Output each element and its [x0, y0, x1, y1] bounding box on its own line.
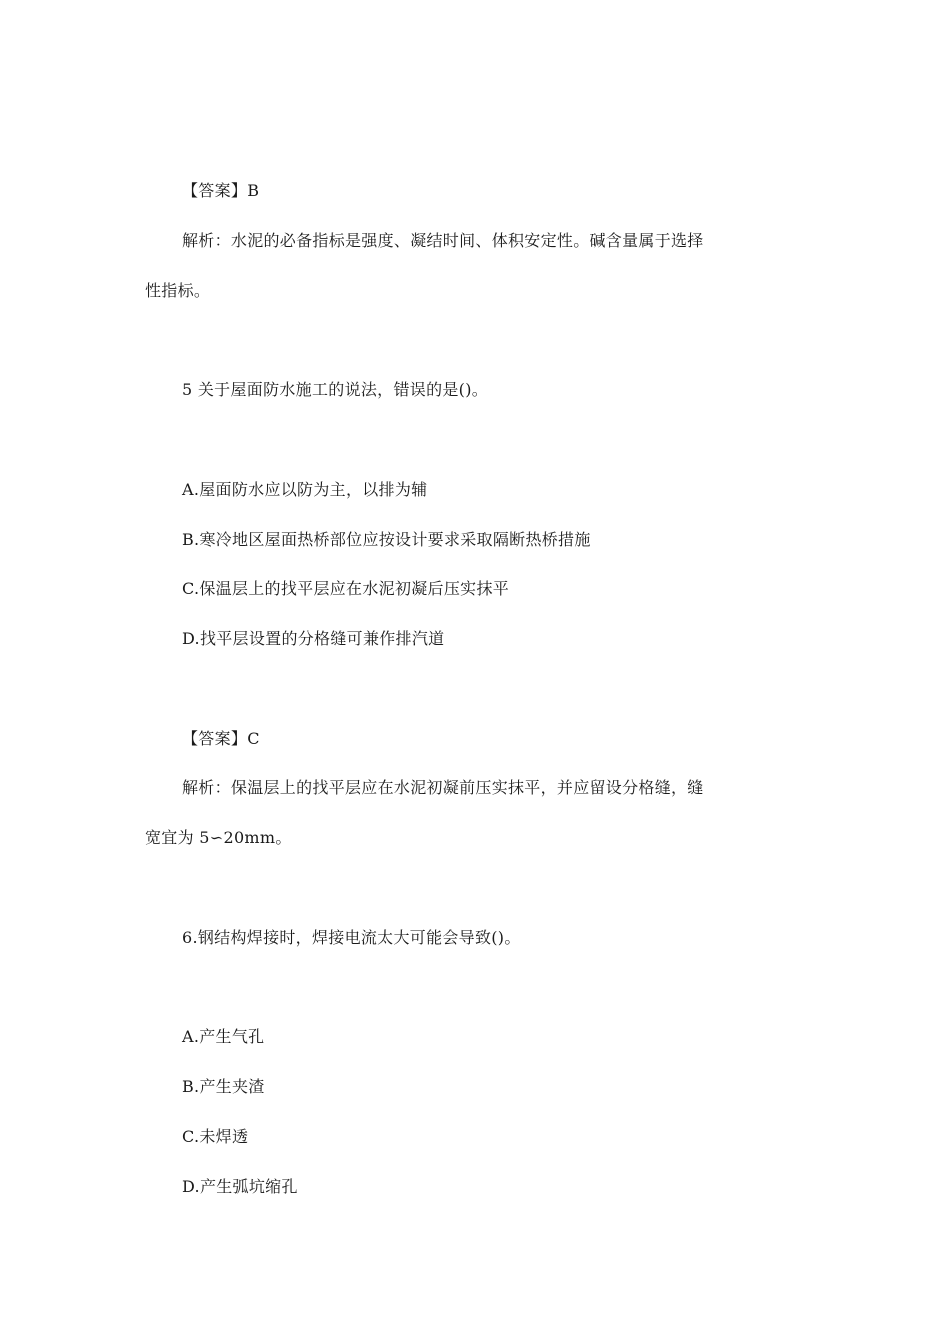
q4-explanation-line2: 性指标。	[145, 281, 211, 300]
q5-option-c: C.保温层上的找平层应在水泥初凝后压实抹平	[182, 579, 510, 598]
q6-option-d: D.产生弧坑缩孔	[182, 1177, 298, 1196]
q6-option-a: A.产生气孔	[182, 1027, 265, 1046]
q6-question: 6.钢结构焊接时，焊接电流太大可能会导致()。	[182, 928, 521, 947]
q5-explanation-line1: 解析：保温层上的找平层应在水泥初凝前压实抹平，并应留设分格缝，缝	[182, 778, 704, 797]
q5-option-a: A.屋面防水应以防为主，以排为辅	[182, 480, 428, 499]
q5-option-b: B.寒冷地区屋面热桥部位应按设计要求采取隔断热桥措施	[182, 530, 591, 549]
q5-question: 5 关于屋面防水施工的说法，错误的是()。	[182, 380, 489, 399]
q6-option-c: C.未焊透	[182, 1127, 249, 1146]
q6-option-b: B.产生夹渣	[182, 1077, 265, 1096]
q4-explanation-line1: 解析：水泥的必备指标是强度、凝结时间、体积安定性。碱含量属于选择	[182, 231, 704, 250]
q5-answer: 【答案】C	[182, 729, 260, 748]
q5-explanation-line2: 宽宜为 5∽20mm。	[145, 828, 292, 847]
q4-answer: 【答案】B	[182, 181, 260, 200]
q5-option-d: D.找平层设置的分格缝可兼作排汽道	[182, 629, 445, 648]
